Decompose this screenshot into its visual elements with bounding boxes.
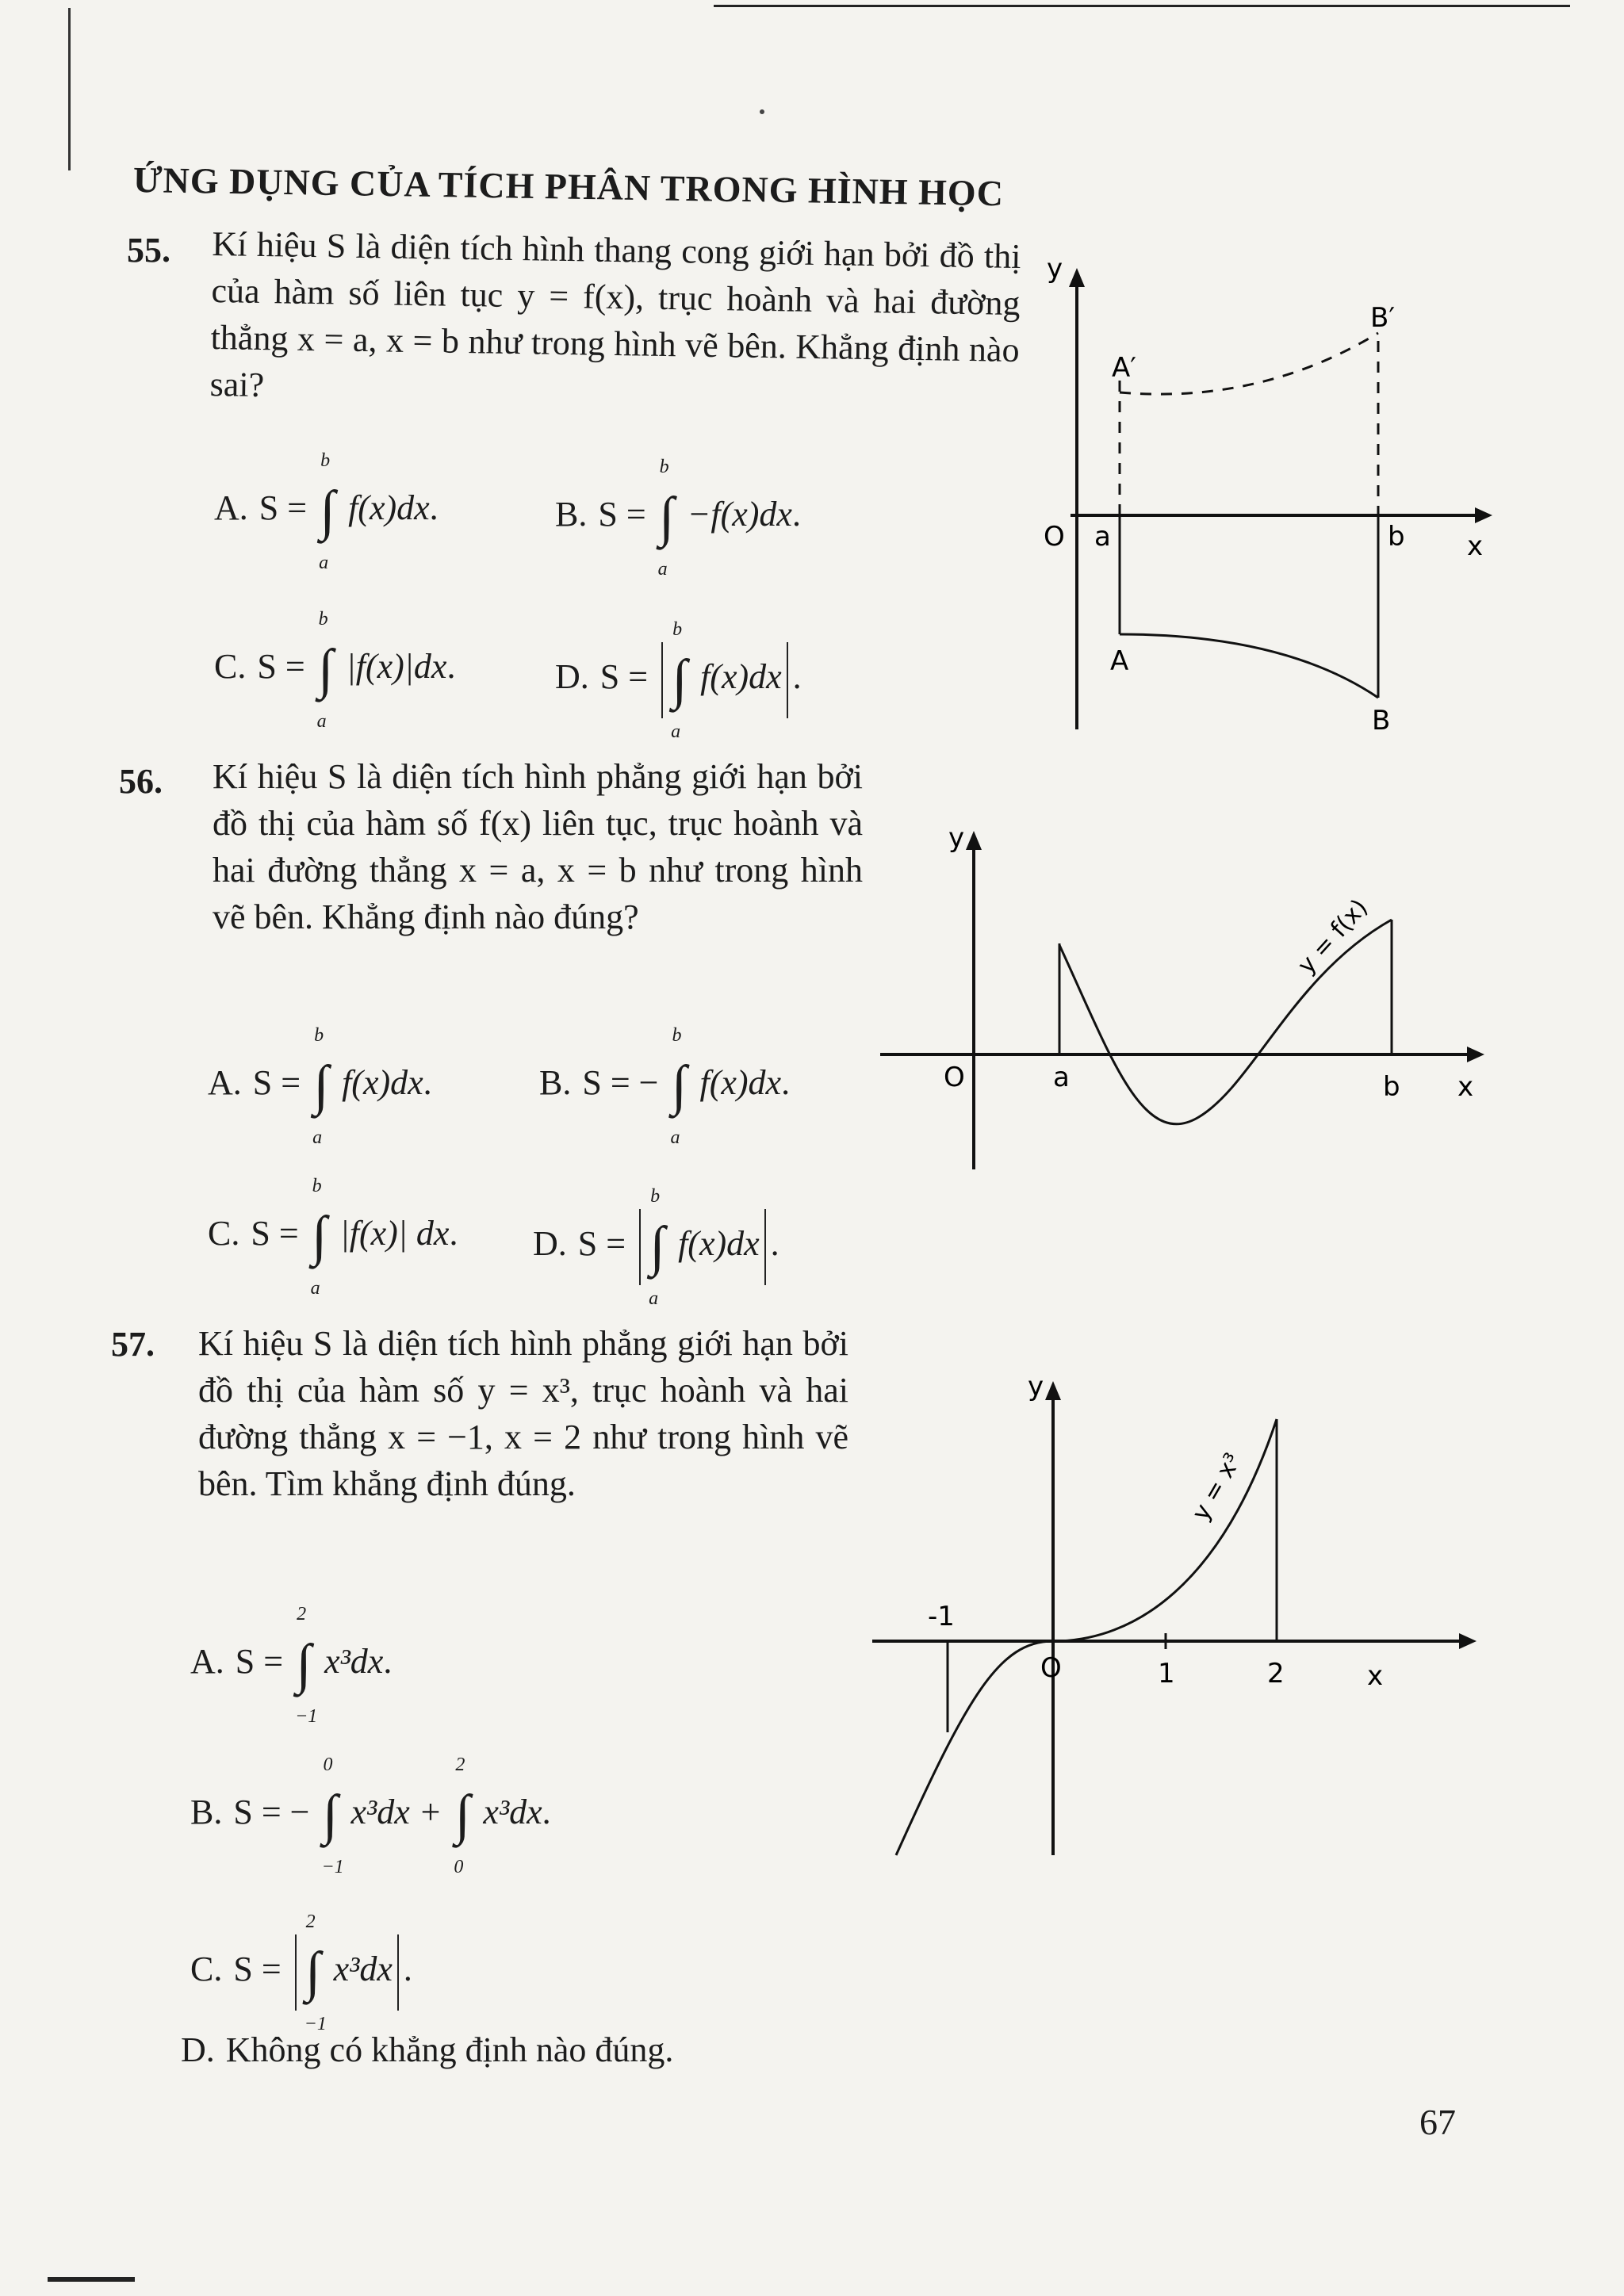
- label-one: 1: [1158, 1658, 1175, 1689]
- option-tail: .: [781, 1063, 791, 1103]
- label-point-a: A: [1110, 645, 1129, 677]
- integral-sign: b ∫ a: [310, 1176, 327, 1299]
- q55-option-b[interactable]: [555, 457, 801, 580]
- integrand: |f(x)|dx: [346, 647, 447, 687]
- label-o: O: [1040, 1652, 1062, 1684]
- q57-figure: [872, 1364, 1499, 1871]
- q57-option-b[interactable]: [190, 1755, 551, 1877]
- label-point-b-prime: B′: [1370, 302, 1396, 334]
- option-tail: .: [542, 1793, 551, 1832]
- q55-option-c[interactable]: [214, 609, 456, 732]
- y-axis-arrow: [1069, 268, 1085, 287]
- label-x: x: [1367, 1660, 1384, 1692]
- option-label: D.: [555, 657, 589, 697]
- option-lhs: S =: [257, 647, 305, 687]
- option-lhs: S =: [233, 1950, 282, 1989]
- question-56-text: Kí hiệu S là diện tích hình phẳng giới hạn bởi đồ thị của hàm số f(x) liên tục, trục hoành và hai đường thẳng x = a, x = b như trong hình vẽ bên. Khẳng định nào đúng?: [213, 757, 863, 936]
- question-57-text: Kí hiệu S là diện tích hình phẳng giới hạn bởi đồ thị của hàm số y = x³, trục hoành và hai đường thẳng x = −1, x = 2 như trong hình vẽ bên. Tìm khẳng định đúng.: [198, 1324, 848, 1503]
- label-x: x: [1467, 530, 1484, 562]
- integral-sign-2: 2 ∫ 0: [454, 1755, 471, 1877]
- option-tail: .: [792, 657, 802, 697]
- question-55-text: Kí hiệu S là diện tích hình thang cong giới hạn bởi đồ thị của hàm số liên tục y = f(x), trục hoành và hai đường thẳng x = a, x = b như trong hình vẽ bên. Khẳng định nào sai?: [209, 224, 1021, 405]
- q57-option-a[interactable]: [190, 1604, 393, 1727]
- q55-figure: [1023, 254, 1499, 745]
- label-b: b: [1388, 521, 1405, 553]
- integrand: x³dx: [324, 1642, 384, 1682]
- option-label: B.: [190, 1793, 223, 1832]
- question-56-number: 56.: [119, 762, 163, 801]
- option-label: A.: [190, 1642, 224, 1682]
- integrand-2: x³dx: [483, 1793, 542, 1832]
- abs-bar-right: [764, 1209, 766, 1285]
- q57-option-c[interactable]: [190, 1911, 412, 2034]
- label-y: y: [1047, 254, 1063, 285]
- option-label: B.: [555, 495, 588, 534]
- label-o: O: [944, 1062, 965, 1093]
- left-margin-rule: [68, 8, 71, 170]
- label-point-b: B: [1372, 705, 1391, 737]
- abs-bar-right: [397, 1934, 399, 2011]
- integral-sign: 2 ∫ −1: [295, 1604, 318, 1727]
- integral-sign: b ∫ a: [670, 1025, 688, 1148]
- option-tail: .: [423, 1063, 432, 1103]
- abs-bar-left: [295, 1934, 297, 2011]
- option-lhs: S =: [251, 1214, 299, 1253]
- y-axis-arrow: [966, 831, 982, 850]
- integrand: x³dx: [333, 1950, 393, 1989]
- question-57-number: 57.: [111, 1325, 155, 1364]
- q56-option-a[interactable]: [208, 1025, 432, 1148]
- q55-option-d[interactable]: [555, 619, 802, 742]
- integrand: f(x)dx: [678, 1224, 760, 1264]
- page-number: 67: [1419, 2102, 1456, 2142]
- speck: [760, 109, 764, 114]
- integrand: f(x)dx: [348, 488, 430, 528]
- bottom-rule: [48, 2277, 135, 2282]
- integrand: x³dx +: [350, 1793, 442, 1832]
- option-tail: .: [446, 647, 456, 687]
- integral-sign: b ∫ a: [649, 1186, 665, 1309]
- integrand: f(x)dx: [342, 1063, 423, 1103]
- integrand: |f(x)| dx: [339, 1214, 450, 1253]
- q57-option-d[interactable]: [181, 2030, 673, 2070]
- option-tail: .: [770, 1224, 779, 1264]
- integral-sign: b ∫ a: [657, 457, 675, 580]
- label-curve: y = x³: [1186, 1448, 1247, 1525]
- top-rule: [714, 5, 1570, 7]
- option-label: D.: [181, 2030, 215, 2069]
- integral-sign: b ∫ a: [671, 619, 688, 742]
- label-point-a-prime: A′: [1112, 352, 1136, 384]
- x-axis-arrow: [1467, 1047, 1484, 1062]
- option-tail: .: [449, 1214, 458, 1253]
- abs-bar-right: [787, 642, 788, 718]
- integral-sign: 2 ∫ −1: [304, 1911, 327, 2034]
- option-lhs: S =: [235, 1642, 284, 1682]
- option-tail: .: [791, 495, 801, 534]
- option-text: Không có khẳng định nào đúng.: [225, 2030, 674, 2069]
- integral-sign: b ∫ a: [312, 1025, 329, 1148]
- option-tail: .: [383, 1642, 393, 1682]
- section-title: ỨNG DỤNG CỦA TÍCH PHÂN TRONG HÌNH HỌC: [132, 159, 1005, 214]
- curve-f: [1120, 634, 1378, 698]
- integral-sign: b ∫ a: [319, 450, 335, 573]
- reflected-curve: [1120, 333, 1378, 394]
- label-a: a: [1094, 521, 1111, 553]
- q55-option-a[interactable]: [214, 450, 439, 573]
- question-55-number: 55.: [127, 231, 170, 270]
- option-tail: .: [429, 488, 439, 528]
- integral-sign: 0 ∫ −1: [321, 1755, 344, 1877]
- option-label: A.: [214, 488, 248, 528]
- option-lhs: S =: [599, 657, 649, 697]
- option-label: C.: [214, 647, 247, 687]
- option-lhs: S =: [598, 495, 646, 534]
- abs-bar-left: [639, 1209, 641, 1285]
- option-lhs: S = −: [582, 1063, 659, 1103]
- integral-sign: b ∫ a: [316, 609, 334, 732]
- integrand: f(x)dx: [699, 1063, 782, 1103]
- option-lhs: S =: [252, 1063, 301, 1103]
- label-two: 2: [1267, 1658, 1285, 1689]
- x-axis-arrow: [1475, 507, 1492, 523]
- abs-bar-left: [661, 642, 663, 718]
- option-label: C.: [208, 1214, 240, 1253]
- option-tail: .: [403, 1950, 412, 1989]
- label-curve: y = f(x): [1292, 894, 1374, 980]
- label-b: b: [1383, 1071, 1400, 1103]
- integrand: −f(x)dx: [687, 495, 792, 534]
- option-label: D.: [533, 1224, 567, 1264]
- q56-figure: [880, 817, 1499, 1173]
- option-lhs: S =: [577, 1224, 626, 1264]
- label-a: a: [1053, 1062, 1070, 1093]
- q56-option-b[interactable]: [539, 1025, 791, 1148]
- label-minus-one: -1: [928, 1601, 955, 1632]
- curve-f: [1059, 920, 1392, 1124]
- option-label: C.: [190, 1950, 223, 1989]
- label-x: x: [1457, 1071, 1474, 1103]
- y-axis-arrow: [1045, 1381, 1061, 1400]
- option-label: A.: [208, 1063, 242, 1103]
- option-lhs: S =: [259, 488, 308, 528]
- q56-option-d[interactable]: [533, 1186, 779, 1309]
- option-label: B.: [539, 1063, 572, 1103]
- x-axis-arrow: [1459, 1633, 1477, 1649]
- integrand: f(x)dx: [700, 657, 782, 697]
- q56-option-c[interactable]: [208, 1176, 458, 1299]
- option-lhs: S = −: [233, 1793, 310, 1832]
- label-y: y: [948, 822, 965, 854]
- label-o: O: [1044, 521, 1065, 553]
- label-y: y: [1028, 1371, 1044, 1402]
